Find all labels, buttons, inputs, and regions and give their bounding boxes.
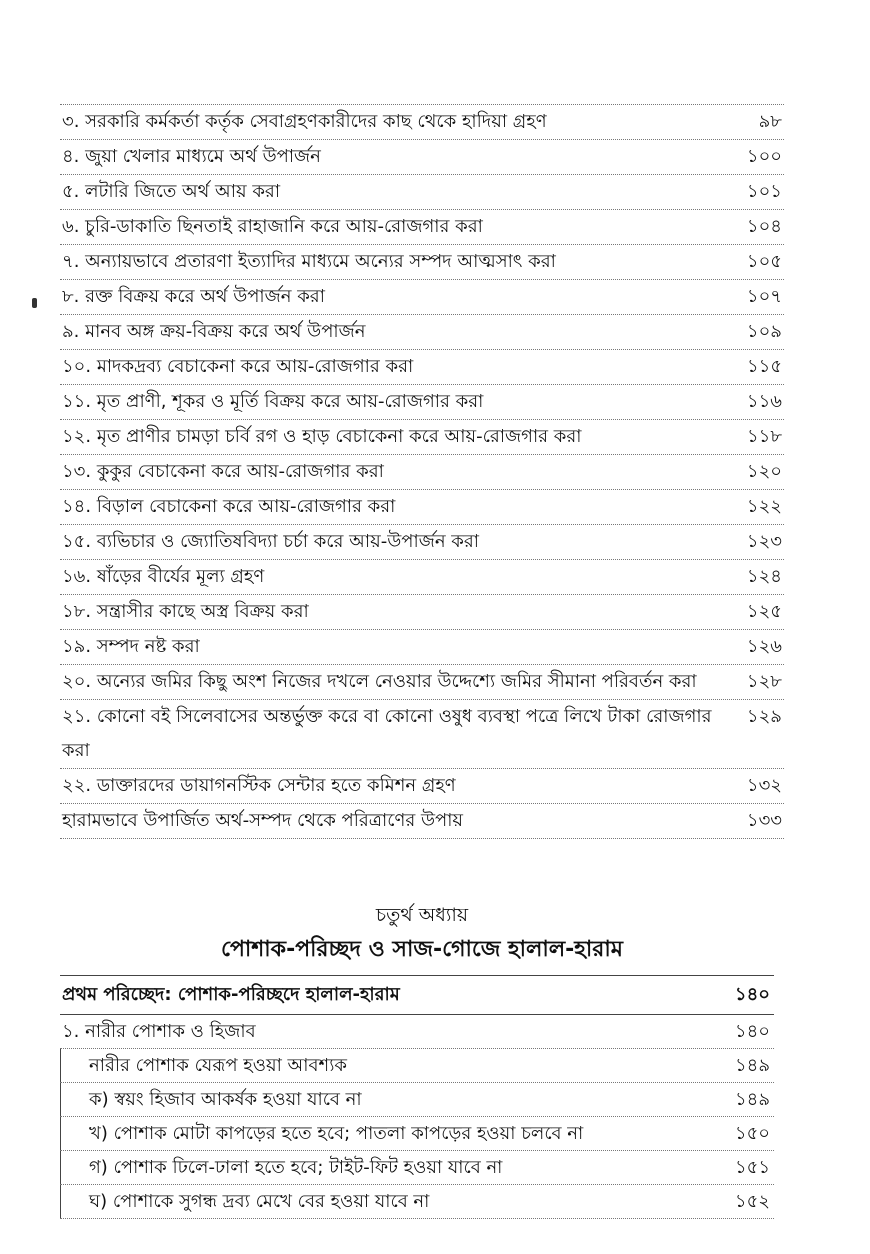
toc-page: ১৪৯ [734,1055,770,1076]
toc-row[interactable] [60,140,784,175]
toc-page: ১০৫ [746,251,782,272]
toc-row[interactable] [60,595,784,630]
toc-page: ১২৫ [746,601,782,622]
toc-page: ১২৯ [746,706,782,727]
toc-page: ১২০ [746,461,782,482]
toc-title: ১৫. ব্যভিচার ও জ্যোতিষবিদ্যা চর্চা করে আয়-উপার্জন করা [62,531,479,552]
toc-list [60,104,784,839]
toc-title: ১৯. সম্পদ নষ্ট করা [62,636,200,657]
toc-page: ১১৫ [746,356,782,377]
toc-row[interactable] [60,280,784,315]
chapter-header [60,898,784,968]
toc-title: ১৮. সন্ত্রাসীর কাছে অস্ত্র বিক্রয় করা [62,601,309,622]
toc-row[interactable] [60,700,784,769]
toc-page: ১৪০ [734,1021,770,1042]
toc-page: ৯৮ [758,111,782,132]
section-heading-page: ১৪০ [734,984,770,1005]
toc-page: ১১৮ [746,426,782,447]
toc-title: হারামভাবে উপার্জিত অর্থ-সম্পদ থেকে পরিত্রাণের উপায় [62,810,464,831]
chapter-label: চতুর্থ অধ্যায় [375,904,469,926]
toc-title: ২০. অন্যের জমির কিছু অংশ নিজের দখলে নেওয়ার উদ্দেশ্যে জমির সীমানা পরিবর্তন করা [62,671,697,692]
toc-title: ১৬. ষাঁড়ের বীর্যের মূল্য গ্রহণ [62,566,265,587]
toc-page: ১০৯ [746,321,782,342]
toc-title: ২২. ডাক্তারদের ডায়াগনস্টিক সেন্টার হতে কমিশন গ্রহণ [62,775,456,796]
toc-row[interactable] [60,490,784,525]
toc-page: ১১৬ [746,391,782,412]
toc-page: ১২৩ [746,531,782,552]
toc-page: ১৪৯ [734,1089,770,1110]
toc-row[interactable] [60,175,784,210]
toc-page: ১০১ [746,181,782,202]
toc-title: ৫. লটারি জিতে অর্থ আয় করা [62,181,281,202]
toc-title: গ) পোশাক ঢিলে-ঢালা হতে হবে; টাইট-ফিট হওয়া যাবে না [60,1151,710,1184]
toc-title: ক) স্বয়ং হিজাব আকর্ষক হওয়া যাবে না [60,1083,710,1116]
toc-title: খ) পোশাক মোটা কাপড়ের হতে হবে; পাতলা কাপড়ের হওয়া চলবে না [60,1117,710,1150]
toc-page: ১০৭ [746,286,782,307]
toc-title: নারীর পোশাক যেরূপ হওয়া আবশ্যক [60,1049,710,1082]
toc-row[interactable] [60,1151,774,1185]
chapter-title: পোশাক-পরিচ্ছদ ও সাজ-গোজে হালাল-হারাম [221,937,623,962]
toc-row[interactable] [60,455,784,490]
toc-row[interactable] [60,630,784,665]
toc-title: ১. নারীর পোশাক ও হিজাব [62,1021,256,1042]
toc-row[interactable] [60,1185,774,1219]
toc-title: ৪. জুয়া খেলার মাধ্যমে অর্থ উপার্জন [62,146,321,167]
toc-row[interactable] [60,210,784,245]
toc-row[interactable] [60,804,784,839]
toc-row[interactable] [60,525,784,560]
toc-page: ১৫২ [734,1191,770,1212]
toc-page: ১৫০ [734,1123,770,1144]
toc-title: ঘ) পোশাকে সুগন্ধ দ্রব্য মেখে বের হওয়া যাবে না [60,1185,710,1218]
toc-title: ১০. মাদকদ্রব্য বেচাকেনা করে আয়-রোজগার করা [62,356,414,377]
toc-title: ৬. চুরি-ডাকাতি ছিনতাই রাহাজানি করে আয়-রোজগার করা [62,216,483,237]
toc-row[interactable] [60,350,784,385]
toc-row[interactable] [60,1117,774,1151]
toc-row[interactable] [60,245,784,280]
section-heading-row[interactable] [60,975,774,1015]
toc-page: ১৩২ [746,775,782,796]
toc-row[interactable] [60,1015,774,1049]
toc-row[interactable] [60,560,784,595]
toc-page: ১০৪ [746,216,782,237]
toc-title: ৯. মানব অঙ্গ ক্রয়-বিক্রয় করে অর্থ উপার্জন [62,321,366,342]
scan-ink-mark [32,298,37,308]
toc-title: ৮. রক্ত বিক্রয় করে অর্থ উপার্জন করা [62,286,325,307]
section-heading-title: প্রথম পরিচ্ছেদ: পোশাক-পরিচ্ছদে হালাল-হারাম [62,984,400,1005]
toc-title: ৩. সরকারি কর্মকর্তা কর্তৃক সেবাগ্রহণকারীদের কাছ থেকে হাদিয়া গ্রহণ [62,111,547,132]
toc-title: ১২. মৃত প্রাণীর চামড়া চর্বি রগ ও হাড় বেচাকেনা করে আয়-রোজগার করা [62,426,582,447]
toc-row[interactable] [60,315,784,350]
toc-row[interactable] [60,1049,774,1083]
section-list [60,975,774,1219]
toc-page: ১৫১ [734,1157,770,1178]
toc-page: ১২২ [746,496,782,517]
toc-title: ৭. অন্যায়ভাবে প্রতারণা ইত্যাদির মাধ্যমে অন্যের সম্পদ আত্মসাৎ করা [62,251,556,272]
toc-page: ১০০ [746,146,782,167]
toc-row[interactable] [60,420,784,455]
toc-page: ১২৬ [746,636,782,657]
toc-page: ১২৮ [746,671,782,692]
toc-row[interactable] [60,104,784,140]
toc-title: ১৪. বিড়াল বেচাকেনা করে আয়-রোজগার করা [62,496,396,517]
toc-title: ১৩. কুকুর বেচাকেনা করে আয়-রোজগার করা [62,461,384,482]
toc-page: ১২৪ [746,566,782,587]
toc-title: ২১. কোনো বই সিলেবাসের অন্তর্ভুক্ত করে বা কোনো ওষুধ ব্যবস্থা পত্রে লিখে টাকা রোজগার করা [62,706,712,761]
toc-row[interactable] [60,769,784,804]
toc-title: ১১. মৃত প্রাণী, শূকর ও মূর্তি বিক্রয় করে আয়-রোজগার করা [62,391,484,412]
toc-row[interactable] [60,385,784,420]
toc-page: ১৩৩ [746,810,782,831]
toc-row[interactable] [60,1083,774,1117]
toc-row[interactable] [60,665,784,700]
